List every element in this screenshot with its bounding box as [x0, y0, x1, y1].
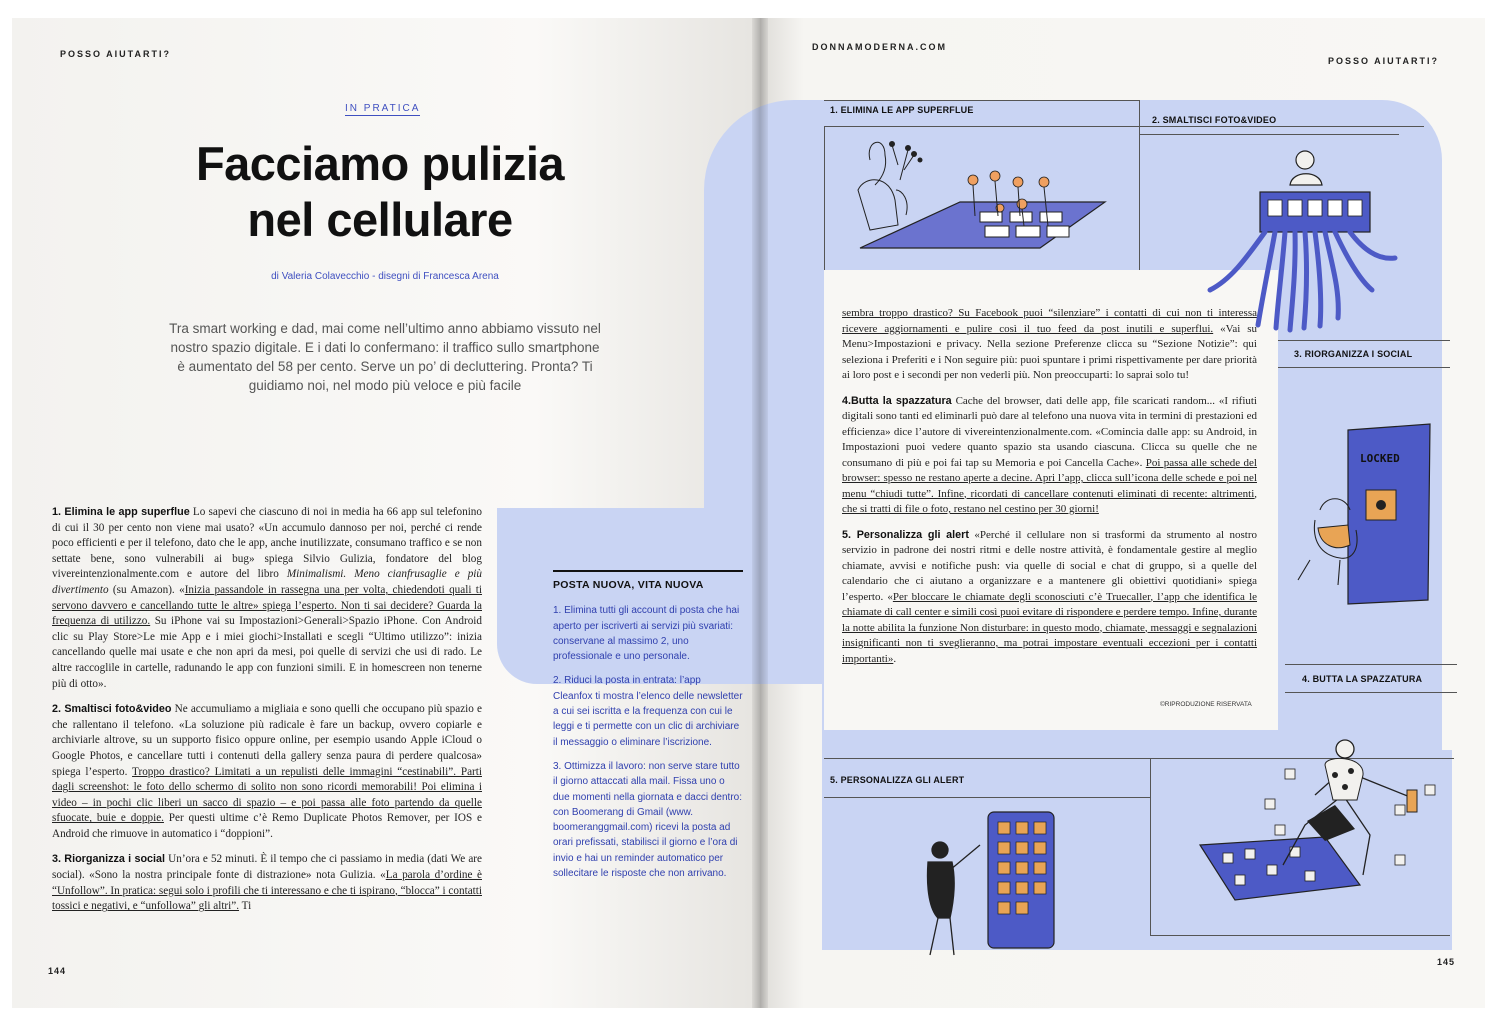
- panel-label-1: 1. ELIMINA LE APP SUPERFLUE: [830, 105, 974, 115]
- article-title: [140, 136, 620, 248]
- panel-label-2: 2. SMALTISCI FOTO&VIDEO: [1152, 115, 1277, 125]
- panel-3-top: [1278, 340, 1450, 341]
- page-number-left: 144: [48, 966, 67, 976]
- panel-label-5: 5. PERSONALIZZA GLI ALERT: [830, 775, 965, 785]
- right-body-column: [842, 306, 1257, 677]
- section-5-underlined: Per bloccare le chiamate degli sconosciuti c’è Truecaller, l’app che identifica le chiamate di call center e simili così puoi evitare di rispondere e perdere tempo. Infine, durante la notte abilita la funzione Non disturbare: in questo modo, chiamate, messaggi e segnalazioni insignificanti non ti sveglieranno, ma potrai impostare eventuali eccezioni per i contatti importanti»: [842, 590, 1258, 665]
- section-3-cont-underlined: sembra troppo drastico? Su Facebook puoi “silenziare” i contatti di cui non ti interessa ricevere aggiornamenti e pulire così il tuo feed da post inutili e superflui.: [842, 307, 1257, 335]
- section-1-text-b: (su Amazon). «: [108, 583, 185, 596]
- panel-divider-2: [1139, 100, 1140, 270]
- illustration-locked-door: [1290, 420, 1440, 610]
- section-5-end: .: [893, 652, 897, 665]
- section-5: [842, 528, 1257, 668]
- panel-2-rule: [1139, 134, 1399, 135]
- book-gutter: [752, 18, 768, 1008]
- byline-prefix: di: [271, 271, 282, 282]
- section-2: [52, 702, 482, 842]
- sidebar-item: 1. Elimina tutti gli account di posta che hai aperto per iscriverti ai servizi più svariati: conservane al massimo 2, uno professionale e uno personale.: [553, 605, 740, 663]
- section-4: [842, 394, 1257, 518]
- running-head-left: POSSO AIUTARTI?: [60, 49, 171, 59]
- sidebar-item: 3. Ottimizza il lavoro: non serve stare tutto il giorno attaccati alla mail. Fissa uno o due momenti nella giornata e dacci dentro: con Boomerang di Gmail (www. boomeranggmail.com) ricevi la posta ad orari prefissati, stabilisci il giorno e l’ora di invio e hai un reminder automatico per sollecitare le risposte che non arrivano.: [553, 760, 743, 880]
- author-name: Valeria Colavecchio: [281, 271, 370, 282]
- left-body-column: [52, 505, 482, 925]
- section-1: [52, 505, 482, 692]
- illustration-app-garden: [840, 130, 1130, 260]
- section-2-text-b: Per questi ultime c’è Remo Duplicate Photos Remover, per IOS e Android che rimuove in automatico i “doppioni”.: [52, 812, 482, 840]
- illustration-photo-strips: [1150, 140, 1410, 335]
- section-3: [52, 852, 482, 914]
- byline-mid: - disegni di: [369, 271, 424, 282]
- illustration-trash-dance: [1195, 725, 1445, 925]
- intro-paragraph: Tra smart working e dad, mai come nell’ultimo anno abbiamo vissuto nel nostro spazio digitale. E i dati lo confermano: il traffico sullo smartphone è aumentato del 58 per cento. Serve un po’ di decluttering. Pronta? Ti guidiamo noi, nel modo più veloce e più facile: [169, 321, 601, 393]
- illustration-alert-grid: [900, 800, 1080, 970]
- page-number-right: 145: [1437, 957, 1456, 967]
- sidebar-item: 2. Riduci la posta in entrata: l’app Cleanfox ti mostra l’elenco delle newsletter a cui sei iscritta e la frequenza con cui le leggi e ti permette con un clic di archiviare il messaggio o eliminare l’iscrizione.: [553, 675, 743, 748]
- panel-1-top-rule: [824, 100, 1140, 101]
- section-2-underlined: Troppo drastico? Limitati a un repulisti delle immagini “cestinabili”. Parti dagli screenshot: le foto dello schermo di solito non sono ricordi memorabili! Poi elimina i video – in pochi clic liberi un sacco di spazio – e poi passa alle foto partendo da quelle sfuocate, buie e doppie.: [52, 765, 482, 825]
- title-line-1: Facciamo pulizia: [195, 137, 565, 190]
- panel-divider-1: [824, 126, 825, 270]
- section-5-lead: 5. Personalizza gli alert: [842, 528, 969, 541]
- section-1-text-c: Su iPhone vai su Impostazioni>Generali>Spazio iPhone. Con Android clic su Play Store>Le mie App e i miei giochi>Installati e scegli “Ultimo utilizzo”: inizia cancellando quelle mai usate e che non apri da mesi, poi quelle di servizi che usi di rado. Le altre raccoglile in cartelle, radunando le app con funzioni simili. E in homescreen non tenerne più di otto».: [52, 615, 482, 690]
- locked-sign: LOCKED: [1360, 452, 1400, 465]
- section-2-text-a: Ne accumuliamo a migliaia e sono quelli che occupano più spazio e che rallentano il telefono. «La soluzione più radicale è fare un backup, ovvero copiarle e archiviarle altrove, su un supporto fisico oppure online, per esempio usando Apple iCloud o Google Photos, e cancellare tutti i contenuti della gallery senza paura di perdere qualcosa» spiega l’esperto.: [52, 703, 482, 778]
- book-title: Minimalismi. Meno cianfrusaglie e più divertimento: [52, 568, 483, 596]
- section-4-text-a: Cache del browser, dati delle app, file scaricati random... «I rifiuti digitali sono tanti ed eliminarli può dare al telefono una nuova vita in termini di prestazioni ed efficienza» dice l’autore di vivereintenzionalmente.com. «Comincia dalle app: su Android, in Impostazioni puoi vedere quanto spazio sta usando ciascuna. Clicca su quelle che ne consumano di più e poi fai tap su Memoria e poi Cancella Cache».: [842, 394, 1257, 469]
- section-3-text-a: Un’ora e 52 minuti. È il tempo che ci passiamo in media (dati We are social). «Sono la nostra principale fonte di distrazione» nota Gulizia. «: [52, 853, 483, 882]
- site-name: DONNAMODERNA.COM: [812, 42, 947, 52]
- byline: [200, 271, 570, 282]
- panel-label-3: 3. RIORGANIZZA I SOCIAL: [1294, 349, 1413, 359]
- panel-4-rule: [1285, 692, 1457, 693]
- copyright-notice: ©RIPRODUZIONE RISERVATA: [1160, 701, 1252, 708]
- running-head-right: POSSO AIUTARTI?: [1328, 56, 1439, 66]
- section-1-underlined: Inizia passandole in rassegna una per volta, chiedendoti quali ti servono davvero e cancellando tutte le altre» spiega l’esperto. Non ti sai decidere? Guarda la frequenza di utilizzo.: [52, 583, 483, 628]
- section-5-text-a: «Perché il cellulare non si trasformi da strumento al nostro servizio in padrone dei nostri ritmi e delle nostre attività, è fondamentale gestire al meglio chiamate, avvisi e notifiche push: via quelle di social e chat di gruppo, sì a quelle del calendario che ci aiutano a organizzare e a mantenere gli obiettivi quotidiani» spiega l’esperto. «: [842, 528, 1257, 603]
- section-4-lead: 4.Butta la spazzatura: [842, 394, 952, 407]
- panel-4-top: [1285, 664, 1457, 665]
- section-1-lead: 1. Elimina le app superflue: [52, 506, 190, 518]
- panel-1-underrule: [824, 126, 1424, 127]
- panel-3-rule: [1278, 367, 1450, 368]
- section-3-lead: 3. Riorganizza i social: [52, 853, 166, 866]
- section-3-cont-text: «Vai su Menu>Impostazioni e privacy. Nella sezione Preferenze clicca su “Sezione Notizie”: qui seleziona i Preferiti e i Non seguire più: puoi spuntare i primi rispettivamente per dare priorità ai loro post e i secondi per non vederli più. Non preoccuparti: lo saprai solo tu!: [842, 322, 1257, 381]
- section-3-text-b: Ti: [239, 900, 252, 913]
- panel-5-rule: [824, 797, 1150, 798]
- panel-5-bottom: [1150, 935, 1450, 936]
- sidebar-posta-nuova: [553, 570, 743, 890]
- section-2-lead: 2. Smaltisci foto&video: [52, 703, 172, 716]
- panel-divider-5: [1150, 758, 1151, 936]
- section-3-underlined: La parola d’ordine è “Unfollow”. In pratica: segui solo i profili che ti interessano e che ti ispirano, “blocca” i contatti tossici e negativi, e “unfollowa” gli altri”.: [52, 869, 482, 913]
- illustrator-name: Francesca Arena: [423, 271, 499, 282]
- title-line-2: nel cellulare: [247, 193, 513, 246]
- kicker: IN PRATICA: [345, 103, 421, 114]
- section-1-text-a: Lo sapevi che ciascuno di noi in media ha 66 app sul telefonino di cui il 30 per cento non viene mai usato? «Un accumulo dannoso per noi, perché ci rende poco efficienti e per il telefono, dato che le app, anche inutilizzate, consumano traffico e se non settate bene, sono vulnerabili ai bug» spiega Silvio Gulizia, fondatore del blog vivereintenzionalmente.com e autore del libro: [52, 506, 482, 581]
- sidebar-title: POSTA NUOVA, VITA NUOVA: [553, 570, 743, 593]
- section-4-underlined: Poi passa alle schede del browser: spesso ne restano aperte a decine. Apri l’app, clicca sull’icona delle schede e poi nel menu “chiudi tutte”. Infine, ricordati di cancellare contenuti eliminati di recente: altrimenti, che si tratti di file o foto, restano nel cestino per 30 giorni!: [842, 456, 1257, 515]
- panel-label-4: 4. BUTTA LA SPAZZATURA: [1302, 674, 1423, 684]
